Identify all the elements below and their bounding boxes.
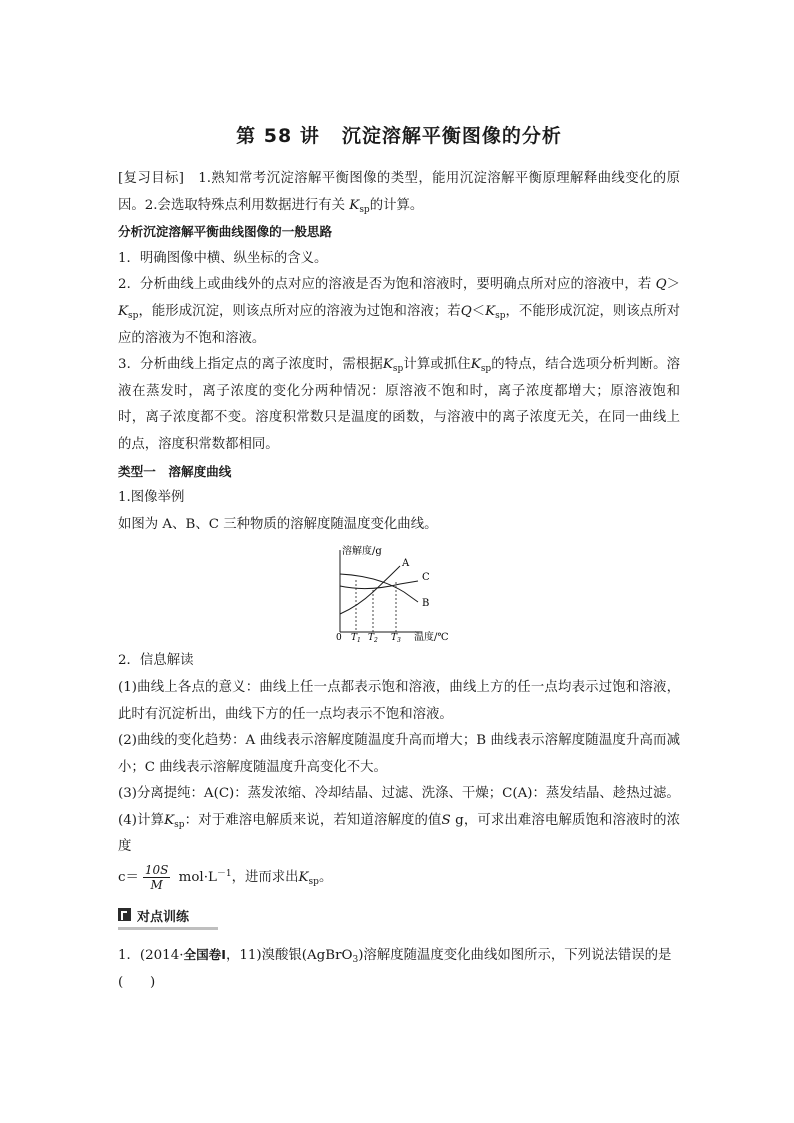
question-1-answer-blank: ( ) bbox=[118, 974, 156, 990]
fraction: $\frac{10S}{M}$ bbox=[144, 863, 169, 893]
type1-heading: 类型一 溶解度曲线 bbox=[118, 463, 232, 479]
tick-t2: $T_2$ bbox=[368, 633, 378, 645]
page-title bbox=[118, 121, 680, 148]
info-3: (3)分离提纯：A(C)：蒸发浓缩、冷却结晶、过滤、洗涤、干燥；C(A)：蒸发结晶、趁热过滤。 bbox=[118, 786, 680, 802]
practice-label: 对点训练 bbox=[137, 910, 190, 926]
info-4: (4)计算$K_{sp}$：对于难溶电解质来说，若知道溶解度的值S g，可求出难溶电解质饱和溶液时的浓度 bbox=[118, 812, 681, 855]
solubility-chart bbox=[118, 544, 680, 644]
x-axis-label: 温度/℃ bbox=[414, 632, 449, 644]
general-heading: 分析沉淀溶解平衡曲线图像的一般思路 bbox=[118, 224, 333, 240]
item-2: 2．分析曲线上或曲线外的点对应的溶液是否为饱和溶液时，要明确点所对应的溶液中，若 $Q>K_{sp}$，能形成沉淀，则该点所对应的溶液为过饱和溶液；若$Q<K_{sp}$，不能形成沉淀，则该点所对应的溶液为不饱和溶液。 bbox=[118, 277, 681, 346]
item-1: 1．明确图像中横、纵坐标的含义。 bbox=[118, 250, 328, 266]
label-b: B bbox=[422, 598, 430, 610]
review-goal: [复习目标] 1.熟知常考沉淀溶解平衡图像的类型，能用沉淀溶解平衡原理解释曲线变化的原因。2.会选取特殊点利用数据进行有关 $K_{sp}$的计算。 bbox=[118, 171, 680, 215]
tick-t3: $T_3$ bbox=[391, 633, 401, 645]
example-text: 如图为 A、B、C 三种物质的溶解度随温度变化曲线。 bbox=[118, 516, 438, 532]
info-heading: 2．信息解读 bbox=[118, 653, 194, 669]
info-1: (1)曲线上各点的意义：曲线上任一点都表示饱和溶液，曲线上方的任一点均表示过饱和溶液，此时有沉淀析出，曲线下方的任一点均表示不饱和溶液。 bbox=[118, 679, 680, 722]
info-2: (2)曲线的变化趋势：A 曲线表示溶解度随温度升高而增大；B 曲线表示溶解度随温度升高而减小；C 曲线表示溶解度随温度升高变化不大。 bbox=[118, 733, 680, 775]
curve-c bbox=[340, 581, 418, 589]
curve-a bbox=[340, 566, 400, 614]
lecture-number: 第 58 讲 bbox=[236, 125, 320, 147]
example-heading: 1.图像举例 bbox=[118, 490, 185, 506]
practice-section-header bbox=[118, 905, 218, 930]
info-4-formula: c＝ $\frac{10S}{M}$ $mol\cdot L^{-1}$，进而求出$K_{sp}$。 bbox=[118, 863, 333, 893]
y-axis-label: 溶解度/g bbox=[342, 546, 382, 558]
section-marker-icon bbox=[118, 908, 131, 921]
solubility-chart-svg bbox=[318, 544, 449, 645]
label-a: A bbox=[402, 558, 410, 570]
item-3: 3．分析曲线上指定点的离子浓度时，需根据$K_{sp}$计算或抓住$K_{sp}$的特点，结合选项分析判断。溶液在蒸发时，离子浓度的变化分两种情况：原溶液不饱和时，离子浓度都增大；原溶液饱和时，离子浓度都不变。溶度积常数只是温度的函数，与溶液中的离子浓度无关，在同一曲线上的点，溶度积常数都相同。 bbox=[118, 357, 681, 452]
question-1: 1．(2014·全国卷Ⅰ，11)溴酸银(AgBrO$_3$)溶解度随温度变化曲线如图所示，下列说法错误的是 bbox=[118, 947, 672, 966]
tick-t1: $T_1$ bbox=[351, 633, 361, 645]
document-body bbox=[118, 166, 680, 996]
label-c: C bbox=[422, 572, 430, 584]
lecture-title: 沉淀溶解平衡图像的分析 bbox=[341, 125, 562, 147]
origin-label: 0 bbox=[336, 633, 342, 644]
